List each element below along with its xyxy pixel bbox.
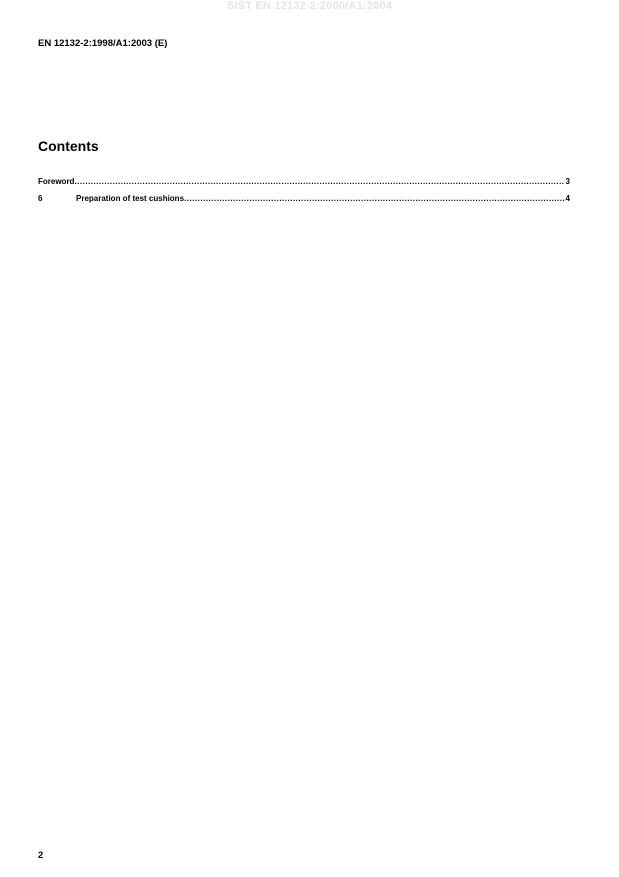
- toc-entry-preparation-of-test-cushions[interactable]: [38, 194, 570, 204]
- page-number: 2: [38, 850, 44, 861]
- contents-heading: Contents: [38, 138, 99, 154]
- toc-leader-dots: [74, 177, 564, 187]
- toc-entry-foreword[interactable]: [38, 177, 570, 187]
- toc-entry-page: 3: [565, 177, 570, 186]
- toc-entry-text: Foreword: [38, 177, 75, 186]
- toc-leader-dots: [184, 194, 565, 204]
- table-of-contents: [38, 177, 570, 211]
- watermark: SIST EN 12132-2:2000/A1:2004: [226, 0, 393, 12]
- toc-entry-page: 4: [565, 194, 570, 203]
- document-id-header: EN 12132-2:1998/A1:2003 (E): [38, 38, 168, 49]
- toc-entry-text: Preparation of test cushions: [76, 194, 185, 203]
- toc-entry-number: 6: [38, 194, 43, 203]
